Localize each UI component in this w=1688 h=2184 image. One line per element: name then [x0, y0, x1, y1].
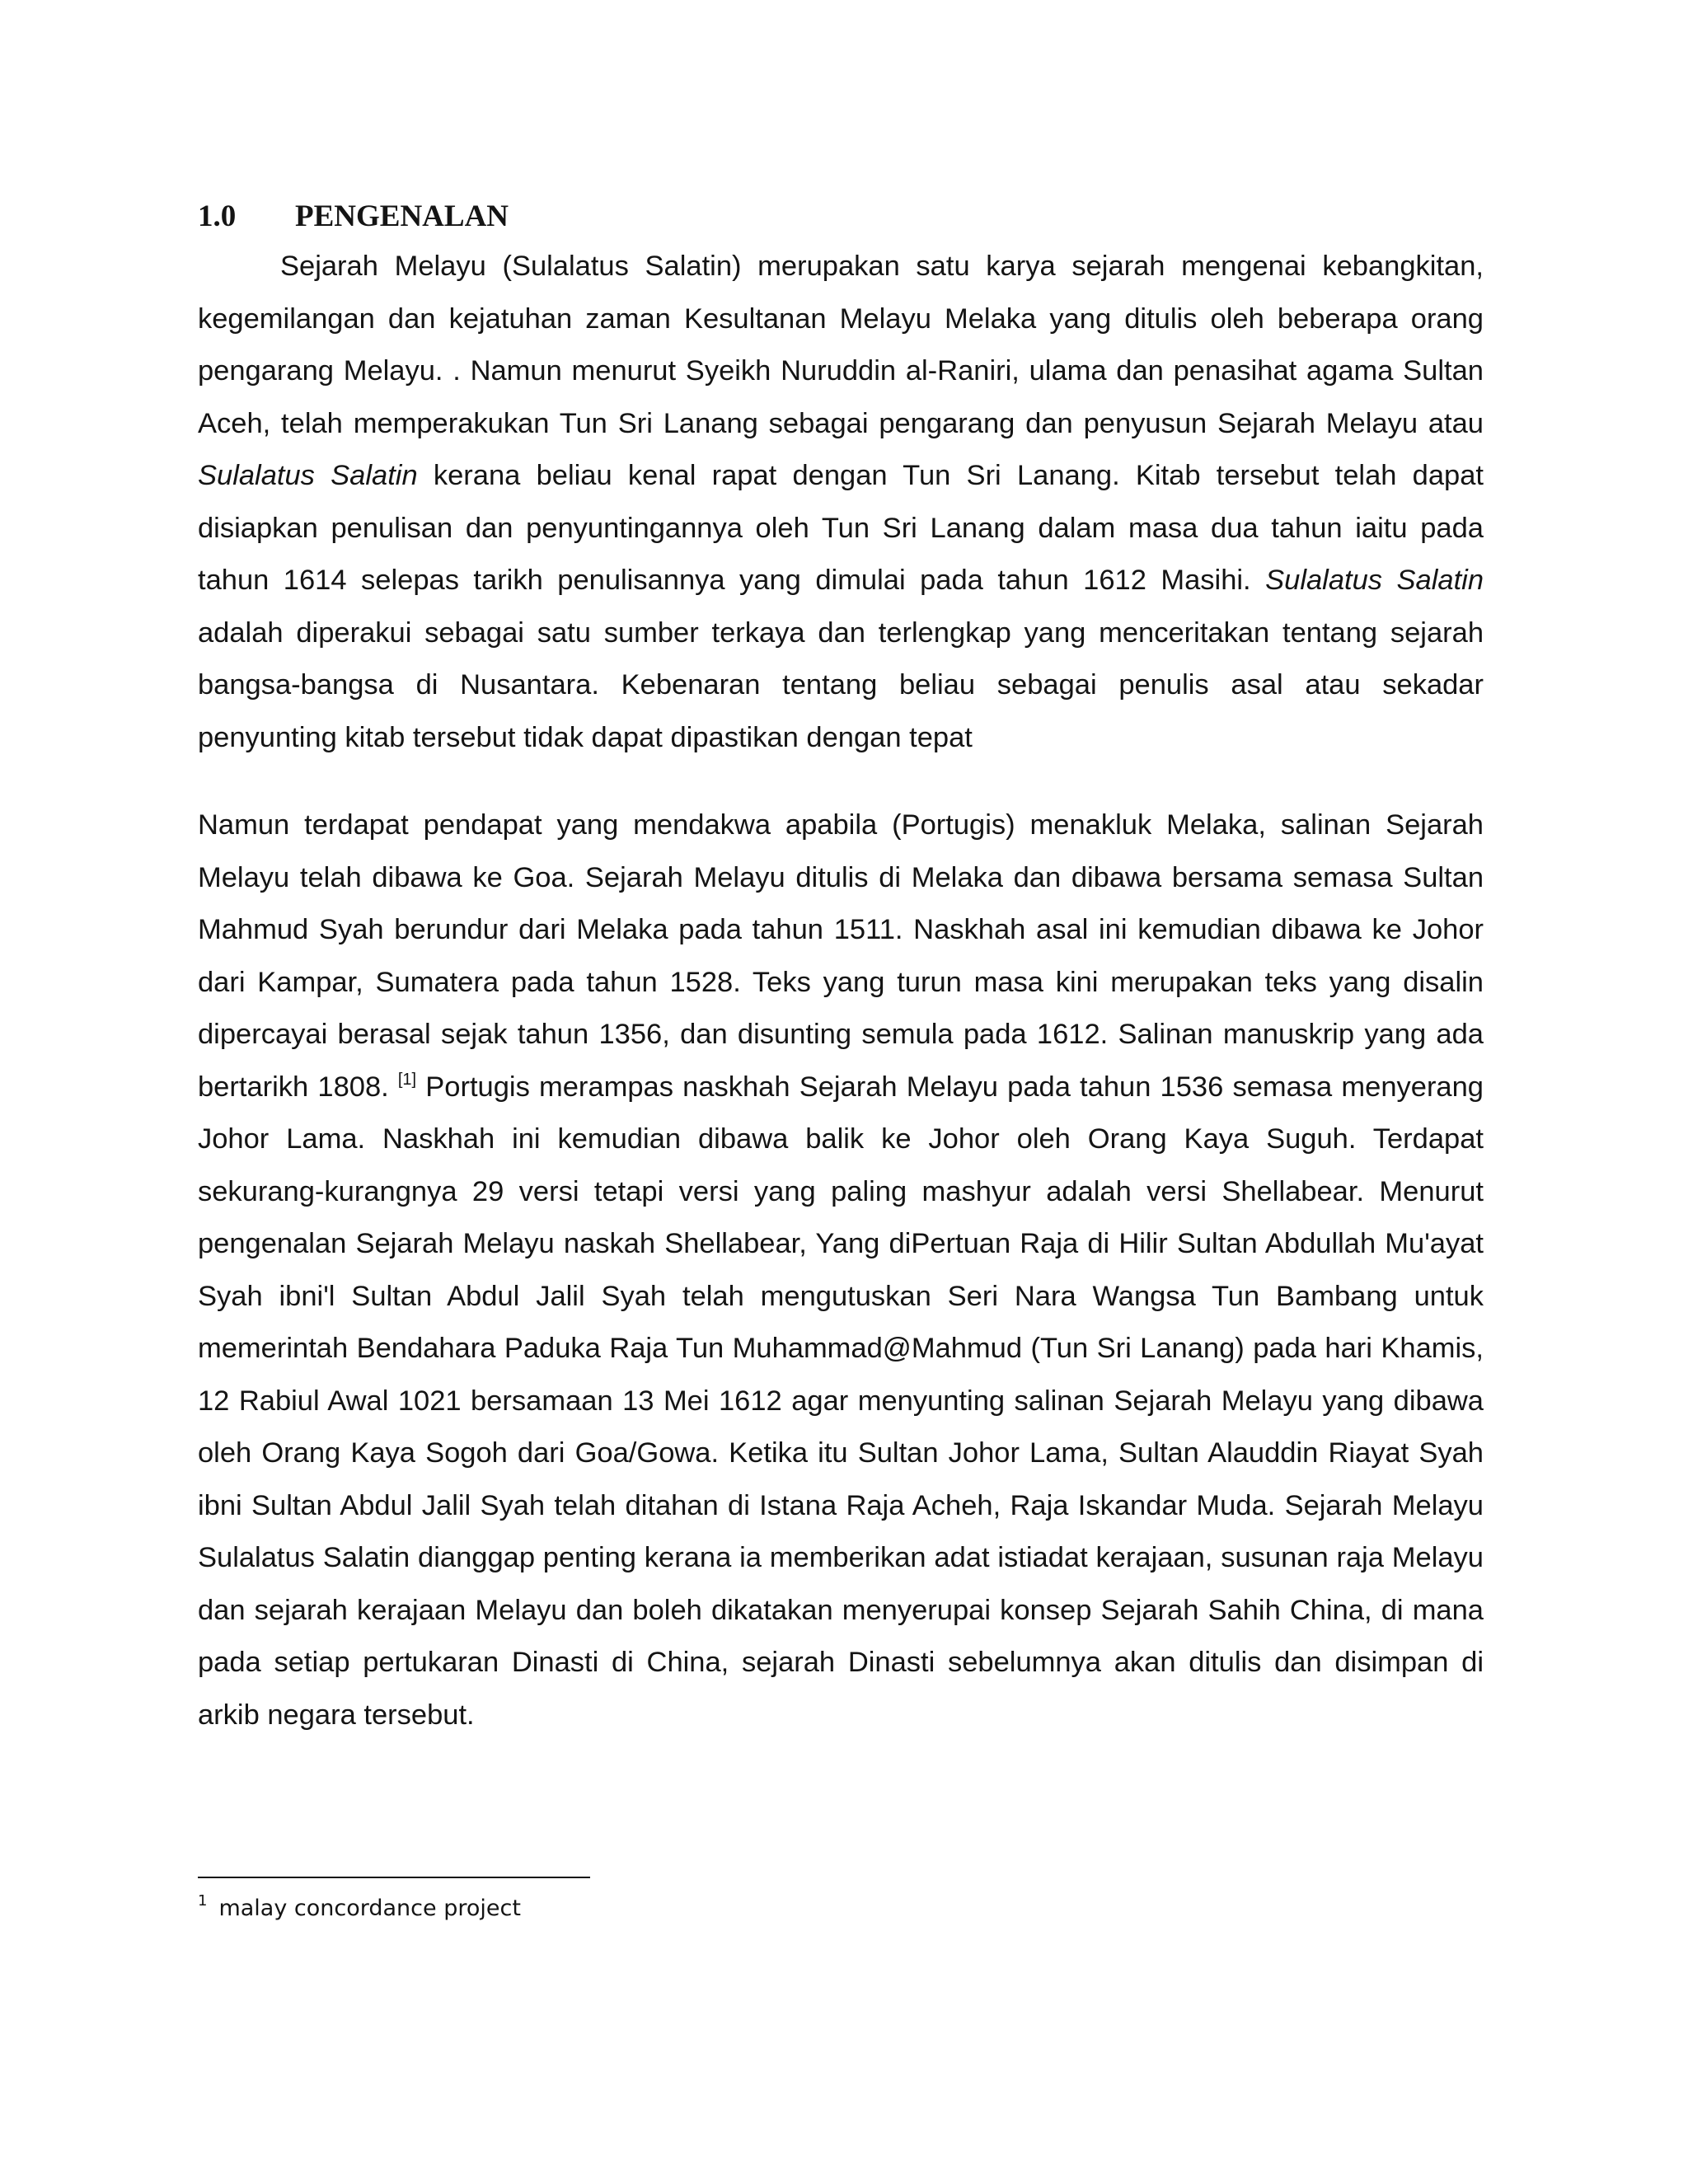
- paragraph2-text-b: Portugis merampas naskhah Sejarah Melayu pada tahun 1536 semasa menyerang Johor Lama. Naskhah ini kemudian dibawa balik ke Johor oleh Orang Kaya Suguh. Terdapat sekurang-kurangnya 29 versi tetapi versi yang paling mashyur adalah versi Shellabear. Menurut pengenalan Sejarah Melayu naskah Shellabear, Yang diPertuan Raja di Hilir Sultan Abdullah Mu'ayat Syah ibni'l Sultan Abdul Jalil Syah telah mengutuskan Seri Nara Wangsa Tun Bambang untuk memerintah Bendahara Paduka Raja Tun Muhammad@Mahmud (Tun Sri Lanang) pada hari Khamis, 12 Rabiul Awal 1021 bersamaan 13 Mei 1612 agar menyunting salinan Sejarah Melayu yang dibawa oleh Orang Kaya Sogoh dari Goa/Gowa. Ketika itu Sultan Johor Lama, Sultan Alauddin Riayat Syah ibni Sultan Abdul Jalil Syah telah ditahan di Istana Raja Acheh, Raja Iskandar Muda. Sejarah Melayu Sulalatus Salatin dianggap penting kerana ia memberikan adat istiadat kerajaan, susunan raja Melayu dan sejarah kerajaan Melayu dan boleh dikatakan menyerupai konsep Sejarah Sahih China, di mana pada setiap pertukaran Dinasti di China, sejarah Dinasti sebelumnya akan ditulis dan disimpan di arkib negara tersebut.: [198, 1071, 1484, 1731]
- paragraph1-italic-title-a: Sulalatus Salatin: [198, 460, 418, 491]
- paragraph-introduction: [198, 241, 1484, 764]
- footnote-separator: [198, 1877, 590, 1878]
- section-heading: [198, 196, 1484, 237]
- paragraph1-text-c: adalah diperakui sebagai satu sumber terkaya dan terlengkap yang menceritakan tentang sejarah bangsa-bangsa di Nusantara. Kebenaran tentang beliau sebagai penulis asal atau sekadar penyunting kitab tersebut tidak dapat dipastikan dengan tepat: [198, 616, 1484, 753]
- footnote-text: malay concordance project: [218, 1896, 521, 1921]
- paragraph2-text-a: Namun terdapat pendapat yang mendakwa apabila (Portugis) menakluk Melaka, salinan Sejarah Melayu telah dibawa ke Goa. Sejarah Melayu ditulis di Melaka dan dibawa bersama semasa Sultan Mahmud Syah berundur dari Melaka pada tahun 1511. Naskhah asal ini kemudian dibawa ke Johor dari Kampar, Sumatera pada tahun 1528. Teks yang turun masa kini merupakan teks yang disalin dipercayai berasal sejak tahun 1356, dan disunting semula pada 1612. Salinan manuskrip yang ada bertarikh 1808.: [198, 809, 1484, 1103]
- paragraph1-italic-title-b: Sulalatus Salatin: [1265, 565, 1484, 596]
- paragraph1-text-a: Sejarah Melayu (Sulalatus Salatin) merupakan satu karya sejarah mengenai kebangkitan, kegemilangan dan kejatuhan zaman Kesultanan Melayu Melaka yang ditulis oleh beberapa orang pengarang Melayu. . Namun menurut Syeikh Nuruddin al-Raniri, ulama dan penasihat agama Sultan Aceh, telah memperakukan Tun Sri Lanang sebagai pengarang dan penyusun Sejarah Melayu atau: [198, 251, 1484, 439]
- section-title: PENGENALAN: [295, 199, 509, 233]
- footnote-mark: 1: [198, 1892, 208, 1910]
- section-number: 1.0: [198, 199, 237, 233]
- footnote: [198, 1894, 521, 1924]
- document-page: [198, 196, 1484, 1741]
- citation-reference[interactable]: [1]: [397, 1070, 417, 1089]
- paragraph-history: [198, 799, 1484, 1741]
- paragraph1-text-b: kerana beliau kenal rapat dengan Tun Sri Lanang. Kitab tersebut telah dapat disiapkan penulisan dan penyuntingannya oleh Tun Sri Lanang dalam masa dua tahun iaitu pada tahun 1614 selepas tarikh penulisannya yang dimulai pada tahun 1612 Masihi.: [198, 460, 1484, 596]
